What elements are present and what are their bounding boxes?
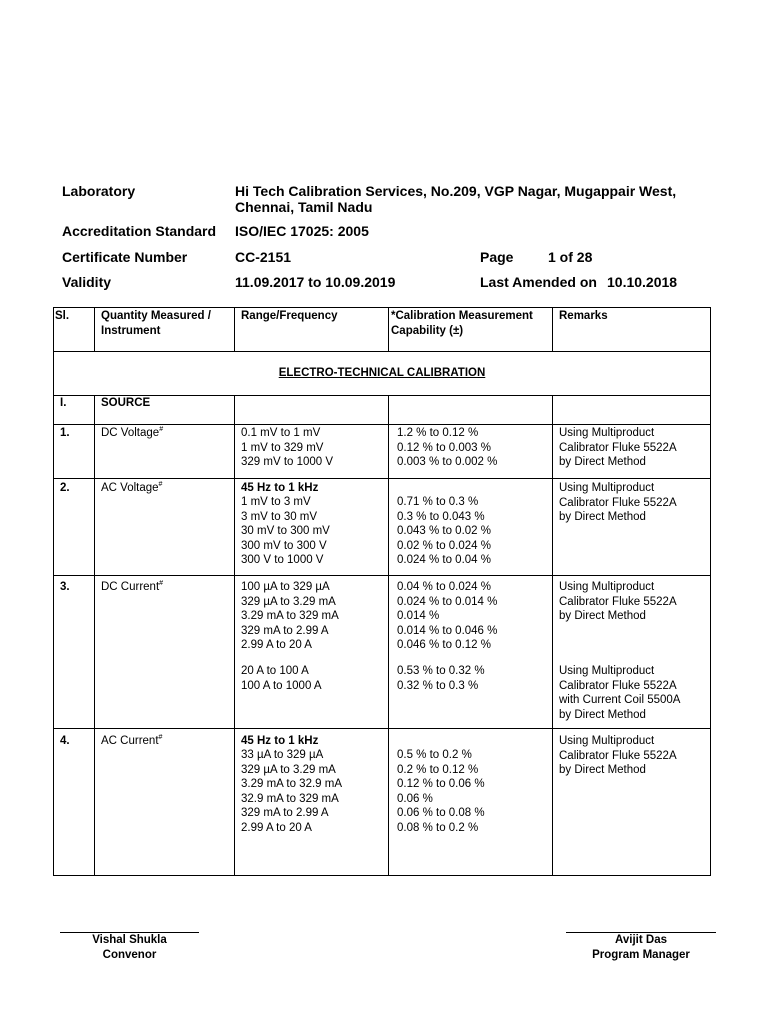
calibration-table (53, 307, 711, 876)
col-header-sl: Sl. (55, 310, 70, 322)
row-frequency: 45 Hz to 1 kHz (241, 482, 319, 494)
row-separator (53, 424, 711, 425)
col-header-quantity: Quantity Measured / Instrument (101, 310, 211, 337)
row-range: 100 µA to 329 µA 329 µA to 3.29 mA 3.29 mA to 329 mA 329 mA to 2.99 A 2.99 A to 20 A (241, 581, 339, 651)
page-label: Page (480, 249, 514, 265)
table-border-right (710, 307, 711, 876)
section-band-bottom (53, 395, 711, 396)
group-name: SOURCE (101, 397, 151, 409)
row-cmc-extra: 0.53 % to 0.32 % 0.32 % to 0.3 % (397, 665, 485, 692)
table-border-bottom (53, 875, 711, 876)
col-header-remarks: Remarks (559, 310, 608, 322)
quantity-name: DC Current (101, 581, 160, 593)
row-remarks: Using Multiproduct Calibrator Fluke 5522A by Direct Method (559, 427, 677, 468)
divider (234, 395, 235, 875)
page-value: 1 of 28 (548, 249, 593, 265)
lab-value: Hi Tech Calibration Services, No.209, VGP Nagar, Mugappair West, Chennai, Tamil Nadu (235, 183, 677, 215)
std-value: ISO/IEC 17025: 2005 (235, 223, 369, 239)
cert-value: CC-2151 (235, 249, 292, 265)
cert-label: Certificate Number (62, 249, 188, 265)
row-separator (53, 575, 711, 576)
row-cmc: 0.04 % to 0.024 % 0.024 % to 0.014 % 0.014 % 0.014 % to 0.046 % 0.046 % to 0.12 % (397, 581, 498, 651)
footnote-mark: # (158, 734, 163, 742)
row-remarks: Using Multiproduct Calibrator Fluke 5522A by Direct Method (559, 581, 677, 622)
col-header-range: Range/Frequency (241, 310, 338, 322)
footnote-mark: # (159, 426, 164, 434)
quantity-name: DC Voltage (101, 427, 160, 439)
row-cmc: 0.5 % to 0.2 % 0.2 % to 0.12 % 0.12 % to 0.06 % 0.06 % 0.06 % to 0.08 % 0.08 % to 0.2 % (397, 749, 485, 834)
validity-label: Validity (62, 274, 112, 290)
row-range: 0.1 mV to 1 mV 1 mV to 329 mV 329 mV to 1000 V (241, 427, 334, 468)
divider (94, 395, 95, 875)
quantity-name: AC Current (101, 735, 159, 747)
row-separator (53, 728, 711, 729)
row-quantity (101, 580, 163, 595)
row-range: 33 µA to 329 µA 329 µA to 3.29 mA 3.29 mA to 32.9 mA 32.9 mA to 329 mA 329 mA to 2.99 A 2.99 A to 20 A (241, 749, 343, 834)
table-border-left (53, 307, 54, 876)
row-cmc: 0.71 % to 0.3 % 0.3 % to 0.043 % 0.043 % to 0.02 % 0.02 % to 0.024 % 0.024 % to 0.04 % (397, 496, 491, 566)
row-range-extra: 20 A to 100 A 100 A to 1000 A (241, 665, 322, 692)
signatory-right-name: Avijit Das (615, 934, 667, 946)
amended-value: 10.10.2018 (607, 274, 678, 290)
row-remarks: Using Multiproduct Calibrator Fluke 5522A by Direct Method (559, 735, 677, 776)
validity-value: 11.09.2017 to 10.09.2019 (235, 274, 396, 290)
row-number: 3. (60, 581, 70, 593)
row-remarks: Using Multiproduct Calibrator Fluke 5522A by Direct Method (559, 482, 677, 523)
table-border-top (53, 307, 711, 308)
row-number: 1. (60, 427, 70, 439)
divider (552, 307, 553, 351)
section-title: ELECTRO-TECHNICAL CALIBRATION (278, 367, 486, 379)
signatory-right-role: Program Manager (592, 948, 690, 961)
divider (94, 307, 95, 351)
row-range: 1 mV to 3 mV 3 mV to 30 mV 30 mV to 300 mV 300 mV to 300 V 300 V to 1000 V (241, 496, 330, 566)
row-frequency: 45 Hz to 1 kHz (241, 735, 319, 747)
divider (388, 307, 389, 351)
std-label: Accreditation Standard (62, 223, 217, 239)
footnote-mark: # (158, 481, 163, 489)
footnote-mark: # (159, 580, 164, 588)
divider (552, 395, 553, 875)
row-quantity (101, 734, 162, 749)
quantity-name: AC Voltage (101, 482, 159, 494)
row-number: 4. (60, 735, 70, 747)
divider (388, 395, 389, 875)
row-cmc: 1.2 % to 0.12 % 0.12 % to 0.003 % 0.003 % to 0.002 % (397, 427, 498, 468)
signatory-right (566, 933, 716, 962)
amended-label: Last Amended on (480, 274, 597, 290)
row-quantity (101, 481, 162, 496)
col-header-cmc: *Calibration Measurement Capability (±) (391, 310, 533, 337)
signatory-left-role: Convenor (102, 948, 157, 961)
row-separator (53, 478, 711, 479)
signatory-left-name: Vishal Shukla (92, 934, 167, 946)
divider (234, 307, 235, 351)
header-row-bottom (53, 351, 711, 352)
lab-label: Laboratory (62, 183, 136, 199)
signatory-left (60, 933, 199, 962)
group-number: I. (60, 397, 67, 409)
row-quantity (101, 426, 163, 441)
row-number: 2. (60, 482, 70, 494)
row-remarks-extra: Using Multiproduct Calibrator Fluke 5522A with Current Coil 5500A by Direct Method (559, 665, 681, 721)
